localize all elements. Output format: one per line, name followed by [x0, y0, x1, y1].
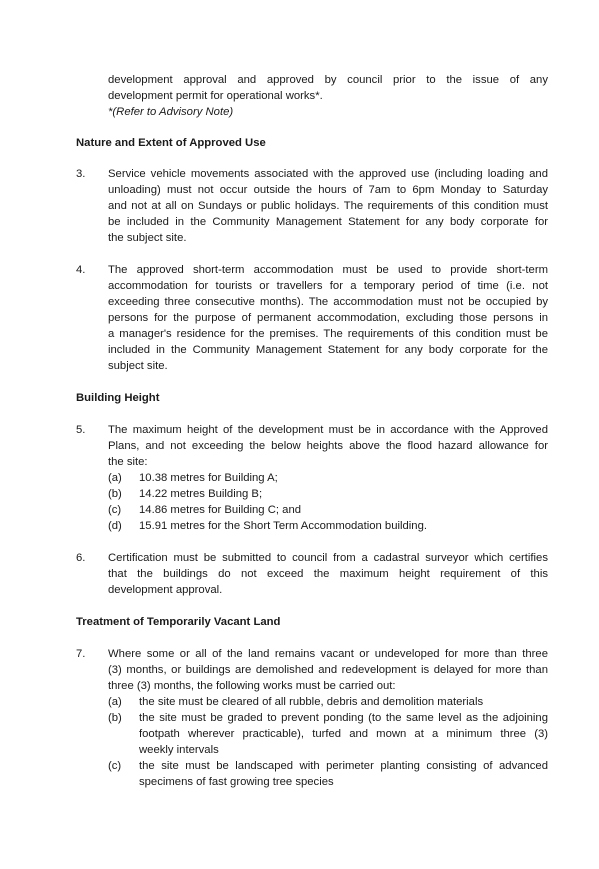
advisory-note: *(Refer to Advisory Note): [108, 106, 234, 118]
section-heading: Building Height: [76, 392, 160, 404]
condition-line: (3) months, or buildings are demolished and redevelopment is delayed for more than: [108, 664, 548, 676]
condition-number: 5.: [76, 424, 86, 436]
condition-line: three (3) months, the following works must be carried out:: [108, 680, 396, 692]
condition-line: accommodation for tourists or travellers for a temporary period of time (i.e. not: [108, 280, 548, 292]
condition-line: subject site.: [108, 360, 168, 372]
subitem-label: (c): [108, 504, 122, 516]
section-heading: Nature and Extent of Approved Use: [76, 137, 266, 149]
subitem-label: (b): [108, 712, 122, 724]
subitem-label: (d): [108, 520, 122, 532]
condition-line: Service vehicle movements associated with the approved use (including loading and: [108, 168, 548, 180]
subitem-label: (b): [108, 488, 122, 500]
subitem-label: (a): [108, 472, 122, 484]
condition-line: a manager's residence for the premises. The requirements of this condition must be: [108, 328, 548, 340]
condition-number: 3.: [76, 168, 86, 180]
condition-line: the site:: [108, 456, 148, 468]
subitem-text: 14.22 metres Building B;: [139, 488, 263, 500]
condition-number: 4.: [76, 264, 86, 276]
condition-line: persons for the purpose of permanent accommodation, excluding those persons in: [108, 312, 548, 324]
condition-line: The maximum height of the development must be in accordance with the Approved: [108, 424, 548, 436]
subitem-text: footpath wherever practicable), turfed and mown at a minimum three (3): [139, 728, 548, 740]
subitem-text: 15.91 metres for the Short Term Accommodation building.: [139, 520, 428, 532]
condition-line: be included in the Community Management Statement for any body corporate for: [108, 216, 548, 228]
condition-line: The approved short-term accommodation must be used to provide short-term: [108, 264, 548, 276]
condition-line: development approval.: [108, 584, 223, 596]
subitem-label: (c): [108, 760, 122, 772]
subitem-text: 14.86 metres for Building C; and: [139, 504, 302, 516]
subitem-text: specimens of fast growing tree species: [139, 776, 334, 788]
intro-line: development permit for operational works*.: [108, 90, 323, 102]
condition-line: and not at all on Sundays or public holidays. The requirements of this condition must: [108, 200, 548, 212]
condition-line: exceeding three consecutive months). The accommodation must not be occupied by: [108, 296, 548, 308]
condition-number: 7.: [76, 648, 86, 660]
condition-line: Plans, and not exceeding the below heights above the flood hazard allowance for: [108, 440, 548, 452]
subitem-text: weekly intervals: [139, 744, 219, 756]
subitem-text: the site must be cleared of all rubble, debris and demolition materials: [139, 696, 484, 708]
condition-line: unloading) must not occur outside the hours of 7am to 6pm Monday to Saturday: [108, 184, 548, 196]
condition-line: the subject site.: [108, 232, 187, 244]
condition-line: included in the Community Management Statement for any body corporate for the: [108, 344, 548, 356]
subitem-text: the site must be graded to prevent ponding (to the same level as the adjoining: [139, 712, 548, 724]
condition-line: Where some or all of the land remains vacant or undeveloped for more than three: [108, 648, 548, 660]
section-heading: Treatment of Temporarily Vacant Land: [76, 616, 281, 628]
condition-line: that the buildings do not exceed the maximum height requirement of this: [108, 568, 548, 580]
condition-line: Certification must be submitted to council from a cadastral surveyor which certifies: [108, 552, 548, 564]
intro-line: development approval and approved by council prior to the issue of any: [108, 74, 548, 86]
subitem-text: the site must be landscaped with perimeter planting consisting of advanced: [139, 760, 548, 772]
subitem-text: 10.38 metres for Building A;: [139, 472, 278, 484]
subitem-label: (a): [108, 696, 122, 708]
condition-number: 6.: [76, 552, 86, 564]
